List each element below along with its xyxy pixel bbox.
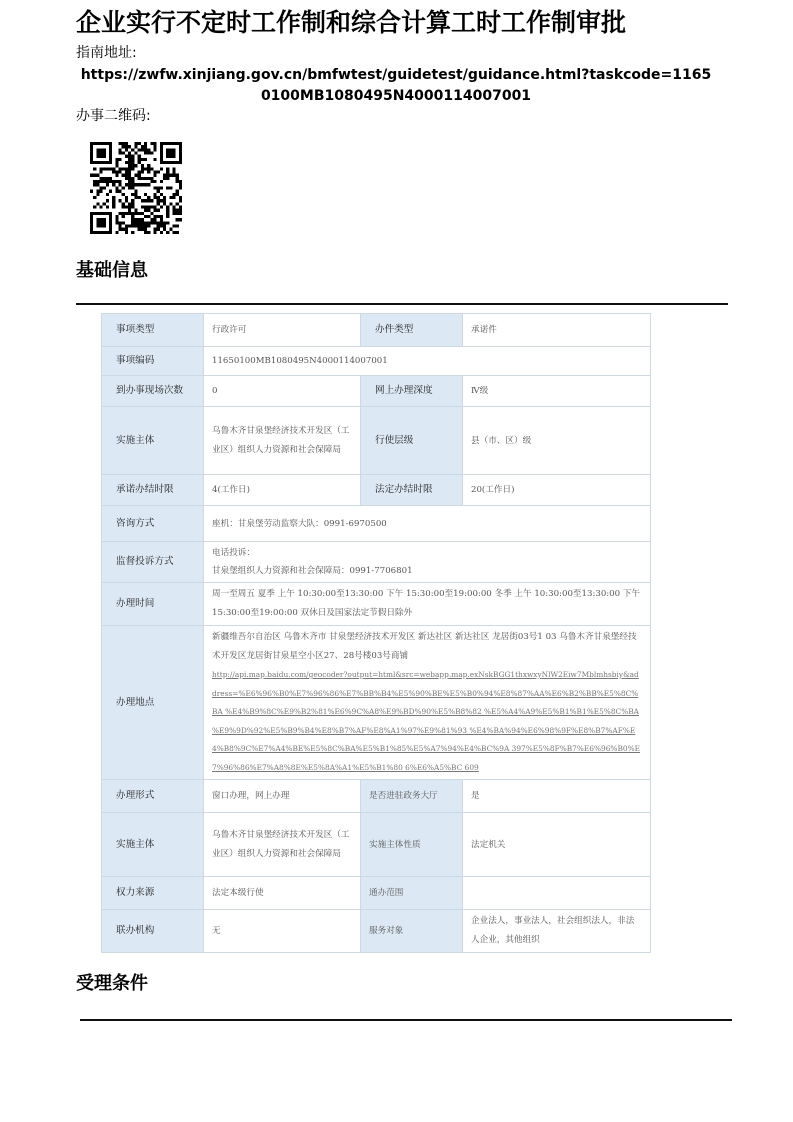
guide-url[interactable]: https://zwfw.xinjiang.gov.cn/bmfwtest/guidetest/guidance.html?taskcode=11650100MB1080495N4000114007001 xyxy=(80,67,712,104)
field-value: 承诺件 xyxy=(463,314,651,347)
field-label: 通办范围 xyxy=(361,877,463,910)
field-label: 网上办理深度 xyxy=(361,376,463,407)
section-divider xyxy=(80,1019,732,1021)
field-value: 0 xyxy=(204,376,361,407)
field-label: 实施主体性质 xyxy=(361,813,463,877)
field-value: 4(工作日) xyxy=(204,475,361,506)
page-title: 企业实行不定时工作制和综合计算工时工作制审批 xyxy=(76,8,627,37)
table-row xyxy=(102,376,651,407)
field-label: 办件类型 xyxy=(361,314,463,347)
field-value: 企业法人，事业法人，社会组织法人，非法人企业，其他组织 xyxy=(463,910,651,953)
section-heading-acceptance-conditions: 受理条件 xyxy=(76,973,148,994)
field-value xyxy=(463,877,651,910)
field-label: 办理形式 xyxy=(102,780,204,813)
table-row xyxy=(102,910,651,953)
field-value: 法定机关 xyxy=(463,813,651,877)
table-row xyxy=(102,542,651,583)
map-link[interactable]: http://api.map.baidu.com/geocoder?output=html&src=webapp.map.exNskBGG1thxwxyNlW2Eiw7Mblmhsbiy&address=%E6%96%B0%E7%96%86%E7%BB%B4%E5%90%BE%E5%B0%94%E8%87%AA%E6%B2%BB%E5%8C%BA %E4%B9%8C%E9%B2%81%E6%9C%A8%E9%BD%90%E5%B8%82 %E5%A4%A9%E5%B1%B1%E5%8C%BA %E9%9D%92%E5%B9%B4%E8%B7%AF%E8%A1%97%E9%81%93 %E4%BA%94%E6%98%9F%E8%B7%AF%E4%B8%9C%E7%A4%BE%E5%8C%BA%E5%B1%85%E5%A7%94%E4%BC%9A 397%E5%8F%B7%E6%96%B0%E7%96%86%E7%A8%8E%E5%8A%A1%E5%B1%80 6%E6%A5%BC 609 xyxy=(212,670,641,772)
field-value: Ⅳ级 xyxy=(463,376,651,407)
table-row xyxy=(102,780,651,813)
field-label: 实施主体 xyxy=(102,407,204,475)
field-value: 行政许可 xyxy=(204,314,361,347)
field-value: 20(工作日) xyxy=(463,475,651,506)
guide-label: 指南地址: xyxy=(76,45,137,61)
field-value: 乌鲁木齐甘泉堡经济技术开发区（工业区）组织人力资源和社会保障局 xyxy=(204,407,361,475)
field-label: 服务对象 xyxy=(361,910,463,953)
field-value: 周一至周五 夏季 上午 10:30:00至13:30:00 下午 15:30:00至19:00:00 冬季 上午 10:30:00至13:30:00 下午 15:30:00至19:00:00 双休日及国家法定节假日除外 xyxy=(204,583,651,626)
field-value: 座机：甘泉堡劳动监察大队：0991-6970500 xyxy=(204,506,651,542)
field-value: 11650100MB1080495N4000114007001 xyxy=(204,347,651,376)
table-row xyxy=(102,583,651,626)
field-label: 法定办结时限 xyxy=(361,475,463,506)
field-label: 咨询方式 xyxy=(102,506,204,542)
qr-code-icon xyxy=(90,142,182,234)
field-label: 事项类型 xyxy=(102,314,204,347)
field-value: 无 xyxy=(204,910,361,953)
section-divider xyxy=(76,303,728,305)
field-label: 承诺办结时限 xyxy=(102,475,204,506)
field-label: 到办事现场次数 xyxy=(102,376,204,407)
field-label: 联办机构 xyxy=(102,910,204,953)
table-row xyxy=(102,347,651,376)
field-value: 是 xyxy=(463,780,651,813)
field-label: 行使层级 xyxy=(361,407,463,475)
field-label: 权力来源 xyxy=(102,877,204,910)
field-value xyxy=(204,626,651,780)
qr-label: 办事二维码: xyxy=(76,108,151,124)
table-row xyxy=(102,506,651,542)
section-heading-basic-info: 基础信息 xyxy=(76,260,148,281)
field-value: 县（市、区）级 xyxy=(463,407,651,475)
field-label: 是否进驻政务大厅 xyxy=(361,780,463,813)
table-row xyxy=(102,314,651,347)
table-row xyxy=(102,813,651,877)
field-label: 监督投诉方式 xyxy=(102,542,204,583)
basic-info-table xyxy=(101,313,651,953)
table-row xyxy=(102,626,651,780)
complaint-phone-value: 甘泉堡组织人力资源和社会保障局：0991-7706801 xyxy=(212,566,413,576)
table-row xyxy=(102,877,651,910)
field-value xyxy=(204,542,651,583)
field-label: 实施主体 xyxy=(102,813,204,877)
field-label: 办理地点 xyxy=(102,626,204,780)
field-label: 办理时间 xyxy=(102,583,204,626)
field-value: 法定本级行使 xyxy=(204,877,361,910)
address-text: 新疆维吾尔自治区 乌鲁木齐市 甘泉堡经济技术开发区 新达社区 新达社区 龙居街03号1 03 乌鲁木齐甘泉堡经技术开发区龙居街甘泉星空小区27、28号楼03号商铺 xyxy=(212,632,637,661)
field-label: 事项编码 xyxy=(102,347,204,376)
field-value: 窗口办理，网上办理 xyxy=(204,780,361,813)
complaint-phone-label: 电话投诉： xyxy=(212,548,255,558)
table-row xyxy=(102,407,651,475)
field-value: 乌鲁木齐甘泉堡经济技术开发区（工业区）组织人力资源和社会保障局 xyxy=(204,813,361,877)
table-row xyxy=(102,475,651,506)
